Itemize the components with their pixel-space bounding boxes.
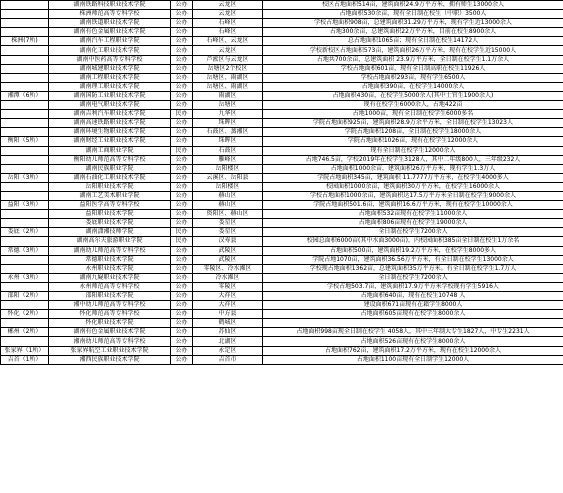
college-name-cell: 怀化师范高等专科学校 bbox=[49, 310, 171, 319]
district-cell: 九华区 bbox=[193, 110, 263, 119]
college-name-cell: 湖南工商职业学院 bbox=[49, 146, 171, 155]
region-cell: 娄底（2所） bbox=[1, 228, 49, 237]
district-cell: 资阳区、赫山区 bbox=[193, 210, 263, 219]
district-cell: 岳阳楼区 bbox=[193, 182, 263, 191]
table-row bbox=[1, 191, 563, 200]
college-name-cell: 湖南高尔夫旅游职业学院 bbox=[49, 237, 171, 246]
college-name-cell: 湖南石油化工职业技术学院 bbox=[49, 173, 171, 182]
college-name-cell: 湖南电气职业技术学院 bbox=[49, 101, 171, 110]
region-cell bbox=[1, 255, 49, 264]
region-cell bbox=[1, 337, 49, 346]
district-cell: 雁峰区 bbox=[193, 155, 263, 164]
table-row bbox=[1, 73, 563, 82]
description-cell: 占地1000亩，现有全日制在校学生6000多名 bbox=[263, 110, 563, 119]
ownership-cell: 公办 bbox=[171, 37, 193, 46]
table-row bbox=[1, 137, 563, 146]
description-cell: 占地面积1000余亩，建筑面积26万平方米，现有学生1.3万人 bbox=[263, 164, 563, 173]
district-cell: 岳塘区、雨湖区 bbox=[193, 82, 263, 91]
ownership-cell: 公办 bbox=[171, 255, 193, 264]
college-name-cell: 湖南幼儿师范高等专科学校 bbox=[49, 246, 171, 255]
table-row bbox=[1, 328, 563, 337]
ownership-cell: 公办 bbox=[171, 182, 193, 191]
description-cell: 占地面积530余亩，现有全日制在校生（中职）3500人 bbox=[263, 10, 563, 19]
college-name-cell: 湖南城建职业技术学院 bbox=[49, 64, 171, 73]
description-cell: 现有在校学生6000余人，占地422亩 bbox=[263, 101, 563, 110]
description-cell: 占地面积430亩，在校学生5000余人(其中士官生1900余人) bbox=[263, 91, 563, 100]
ownership-cell: 公办 bbox=[171, 282, 193, 291]
ownership-cell: 公办 bbox=[171, 137, 193, 146]
region-cell bbox=[1, 210, 49, 219]
ownership-cell: 公办 bbox=[171, 128, 193, 137]
region-cell bbox=[1, 1, 49, 10]
district-cell: 岳塘区 bbox=[193, 101, 263, 110]
table-row bbox=[1, 55, 563, 64]
ownership-cell: 公办 bbox=[171, 201, 193, 210]
district-cell: 石鼓区、蒸湘区 bbox=[193, 128, 263, 137]
region-cell bbox=[1, 164, 49, 173]
description-cell: 学校占地503.7亩，建筑面积17.9万平方米学校现有学生5916人 bbox=[263, 282, 563, 291]
district-cell: 岳塘区2个校区 bbox=[193, 64, 263, 73]
table-row bbox=[1, 310, 563, 319]
ownership-cell: 公办 bbox=[171, 46, 193, 55]
description-cell: 学校占地面积293亩，现有学生6500人 bbox=[263, 73, 563, 82]
college-name-cell: 湖南国防工业职业技术学院 bbox=[49, 91, 171, 100]
table-row bbox=[1, 319, 563, 328]
region-cell bbox=[1, 301, 49, 310]
ownership-cell: 公办 bbox=[171, 210, 193, 219]
ownership-cell: 公办 bbox=[171, 55, 193, 64]
college-name-cell: 湖南民族职业学院 bbox=[49, 164, 171, 173]
table-row bbox=[1, 282, 563, 291]
description-cell: 占地300余亩，总建筑面积22万平方米，目前在校生8900余人 bbox=[263, 28, 563, 37]
description-cell: 学院占地面积345亩，建筑面积 11.7777万平方米，在校学生4000多人 bbox=[263, 173, 563, 182]
region-cell bbox=[1, 282, 49, 291]
ownership-cell: 民办 bbox=[171, 146, 193, 155]
description-cell: 学校占地面积1000余亩，建筑面积达17.5万平方米全日制在校学生9000余人 bbox=[263, 191, 563, 200]
description-cell: 现有全日制在校学生12000余人 bbox=[263, 146, 563, 155]
table-row bbox=[1, 246, 563, 255]
table-row bbox=[1, 1, 563, 10]
district-cell: 石峰区 bbox=[193, 19, 263, 28]
description-cell: 全日制在校学生7200余人 bbox=[263, 228, 563, 237]
college-table-body bbox=[1, 1, 563, 365]
ownership-cell: 公办 bbox=[171, 292, 193, 301]
district-cell: 珠晖区 bbox=[193, 137, 263, 146]
region-cell bbox=[1, 146, 49, 155]
description-cell: 占地746.5亩，学校2019年在校学生3128人，其中二年级800人，三年级232人 bbox=[263, 155, 563, 164]
college-name-cell: 湖南铁路科技职业技术学院 bbox=[49, 1, 171, 10]
ownership-cell: 公办 bbox=[171, 355, 193, 364]
table-row bbox=[1, 19, 563, 28]
ownership-cell: 公办 bbox=[171, 173, 193, 182]
description-cell: 学校现占地面积1362亩，总建筑面积35万平方米。有全日制在校学生1.7万人 bbox=[263, 264, 563, 273]
college-name-cell: 怀化职业技术学院 bbox=[49, 319, 171, 328]
description-cell: 学院占地面积501.6亩，建筑面积16.6万平方米，现有在校学生10000余人 bbox=[263, 201, 563, 210]
ownership-cell: 公办 bbox=[171, 10, 193, 19]
region-cell bbox=[1, 264, 49, 273]
region-cell bbox=[1, 119, 49, 128]
district-cell: 岳塘区、雨湖区 bbox=[193, 73, 263, 82]
region-cell: 郴州（2所） bbox=[1, 328, 49, 337]
region-cell bbox=[1, 55, 49, 64]
region-cell: 益阳（3所） bbox=[1, 201, 49, 210]
ownership-cell: 公办 bbox=[171, 101, 193, 110]
region-cell: 邵阳（2所） bbox=[1, 292, 49, 301]
college-name-cell: 湘西民族职业技术学院 bbox=[49, 355, 171, 364]
college-name-cell: 岳阳职业技术学院 bbox=[49, 182, 171, 191]
description-cell: 占地面积500亩，建筑面积19.2万平方米，在校学生8000多人 bbox=[263, 246, 563, 255]
table-row bbox=[1, 201, 563, 210]
description-cell: 校园面积1000余亩，建筑面积30万平方米，在校学生16000余人 bbox=[263, 182, 563, 191]
college-name-cell: 湖南工艺美术职业学院 bbox=[49, 191, 171, 200]
district-cell: 石峰区 bbox=[193, 28, 263, 37]
description-cell: 学院占地1070亩，建筑面积36.56万平方米，有全日制在校学生13000余人 bbox=[263, 255, 563, 264]
ownership-cell: 公办 bbox=[171, 64, 193, 73]
college-name-cell: 益阳医学高等专科学校 bbox=[49, 201, 171, 210]
table-row bbox=[1, 292, 563, 301]
college-name-cell: 湖南高速铁路职业技术学院 bbox=[49, 119, 171, 128]
table-row bbox=[1, 173, 563, 182]
ownership-cell: 公办 bbox=[171, 28, 193, 37]
college-name-cell: 湖南环境生物职业技术学院 bbox=[49, 128, 171, 137]
region-cell bbox=[1, 319, 49, 328]
ownership-cell: 公办 bbox=[171, 346, 193, 355]
table-row bbox=[1, 110, 563, 119]
region-cell bbox=[1, 28, 49, 37]
region-cell bbox=[1, 64, 49, 73]
description-cell: 学院占地面积1026亩，现有在校学生12000余人 bbox=[263, 137, 563, 146]
district-cell: 大祥区 bbox=[193, 292, 263, 301]
district-cell: 娄星区 bbox=[193, 228, 263, 237]
description-cell: 学校占地面积601亩，现有全日制高职在校生11926人 bbox=[263, 64, 563, 73]
ownership-cell: 公办 bbox=[171, 19, 193, 28]
description-cell: 占地面积640亩，现有在校生10748 人 bbox=[263, 292, 563, 301]
region-cell: 张家界（1所） bbox=[1, 346, 49, 355]
table-row bbox=[1, 37, 563, 46]
district-cell: 吉首市 bbox=[193, 355, 263, 364]
region-cell bbox=[1, 110, 49, 119]
district-cell: 云龙区 bbox=[193, 10, 263, 19]
description-cell: 占地面积998亩现全日制在校学生 4058人，其中三年制大专生1827人，中专生2231人 bbox=[263, 328, 563, 337]
description-cell: 学院占地面积925亩，建筑面积28.9万余平方米，全日制在校学生13023人 bbox=[263, 119, 563, 128]
college-name-cell: 益阳职业技术学院 bbox=[49, 210, 171, 219]
district-cell: 赫山区 bbox=[193, 201, 263, 210]
description-cell: 占地面积605亩现有在校学生8000余人 bbox=[263, 310, 563, 319]
district-cell: 永定区 bbox=[193, 346, 263, 355]
college-name-cell: 永州职业技术学院 bbox=[49, 264, 171, 273]
table-row bbox=[1, 64, 563, 73]
college-name-cell: 湖南汽车工程职业学院 bbox=[49, 37, 171, 46]
region-cell bbox=[1, 73, 49, 82]
description-cell: 校区占地面积514亩，建筑面积24.9万平方米，拥有师生13000余人 bbox=[263, 1, 563, 10]
district-cell: 岳阳楼区 bbox=[193, 164, 263, 173]
table-row bbox=[1, 82, 563, 91]
region-cell: 怀化（2所） bbox=[1, 310, 49, 319]
region-cell: 衡阳（5所） bbox=[1, 137, 49, 146]
table-row bbox=[1, 10, 563, 19]
ownership-cell: 公办 bbox=[171, 91, 193, 100]
region-cell bbox=[1, 101, 49, 110]
college-name-cell: 衡阳幼儿师范高等专科学校 bbox=[49, 155, 171, 164]
ownership-cell: 公办 bbox=[171, 328, 193, 337]
description-cell: 占地面积762亩，建筑面积17.2万平方米，现有在校生12000余人 bbox=[263, 346, 563, 355]
district-cell: 鹤城区 bbox=[193, 319, 263, 328]
ownership-cell: 公办 bbox=[171, 246, 193, 255]
description-cell: 学校新校区占地面积573亩，建筑面积26万平方米，现有在校学生近15000人 bbox=[263, 46, 563, 55]
table-row bbox=[1, 91, 563, 100]
district-cell: 云龙区 bbox=[193, 1, 263, 10]
table-row bbox=[1, 228, 563, 237]
college-name-cell: 湖南潇湘技师学院 bbox=[49, 228, 171, 237]
table-row bbox=[1, 146, 563, 155]
table-row bbox=[1, 337, 563, 346]
description-cell: 建设面积671亩现有在籍学生8000人 bbox=[263, 301, 563, 310]
district-cell: 汉寿县 bbox=[193, 237, 263, 246]
district-cell: 北湖区 bbox=[193, 337, 263, 346]
region-cell: 吉首（1所） bbox=[1, 355, 49, 364]
table-row bbox=[1, 346, 563, 355]
region-cell bbox=[1, 46, 49, 55]
district-cell: 武陵区 bbox=[193, 255, 263, 264]
college-name-cell: 湖南化工职业技术学院 bbox=[49, 46, 171, 55]
college-name-cell: 湖南中医药高等专科学校 bbox=[49, 55, 171, 64]
table-row bbox=[1, 155, 563, 164]
region-cell: 湘潭（6所） bbox=[1, 91, 49, 100]
table-row bbox=[1, 355, 563, 364]
district-cell: 云龙区 bbox=[193, 46, 263, 55]
region-cell: 株洲(7所) bbox=[1, 37, 49, 46]
ownership-cell: 公办 bbox=[171, 119, 193, 128]
table-row bbox=[1, 255, 563, 264]
region-cell bbox=[1, 219, 49, 228]
region-cell bbox=[1, 191, 49, 200]
description-cell: 占地面积526亩现有在校学生8000余人 bbox=[263, 337, 563, 346]
region-cell bbox=[1, 128, 49, 137]
region-cell bbox=[1, 19, 49, 28]
district-cell: 雨湖区 bbox=[193, 91, 263, 100]
district-cell: 冷水滩区 bbox=[193, 273, 263, 282]
description-cell: 全日制在校学生7200余人 bbox=[263, 273, 563, 282]
college-name-cell: 湖南理工职业技术学院 bbox=[49, 82, 171, 91]
college-name-cell: 湖南有色金属职业技术学院 bbox=[49, 28, 171, 37]
description-cell bbox=[263, 319, 563, 328]
description-cell: 占地面积1100亩现有全日制学生12000人 bbox=[263, 355, 563, 364]
district-cell: 中方县 bbox=[193, 310, 263, 319]
table-row bbox=[1, 210, 563, 219]
college-name-cell: 湖南吉利汽车职业技术学院 bbox=[49, 110, 171, 119]
district-cell: 芦淞区与云龙区 bbox=[193, 55, 263, 64]
college-name-cell: 湖南九嶷职业技术学院 bbox=[49, 273, 171, 282]
table-row bbox=[1, 164, 563, 173]
college-name-cell: 株洲师范高等专科学校 bbox=[49, 10, 171, 19]
description-cell: 校园总面积6000亩(其中水面3000亩)，内校园面积385亩全日制在校生1万余名 bbox=[263, 237, 563, 246]
district-cell: 石鼓区 bbox=[193, 146, 263, 155]
description-cell: 占地面积390亩，在校学生14000余人 bbox=[263, 82, 563, 91]
description-cell: 学院占地面积1208亩，全日制在校学生18000余人 bbox=[263, 128, 563, 137]
district-cell: 零陵区、冷水滩区 bbox=[193, 264, 263, 273]
district-cell: 零陵区 bbox=[193, 282, 263, 291]
region-cell bbox=[1, 237, 49, 246]
district-cell: 娄星区 bbox=[193, 219, 263, 228]
description-cell: 占地面积806亩现有在校学生19000余人 bbox=[263, 219, 563, 228]
ownership-cell: 民办 bbox=[171, 110, 193, 119]
college-name-cell: 娄底职业技术学院 bbox=[49, 219, 171, 228]
ownership-cell: 公办 bbox=[171, 1, 193, 10]
district-cell: 大祥区 bbox=[193, 301, 263, 310]
college-name-cell: 湘南幼儿师范高等专科学校 bbox=[49, 337, 171, 346]
region-cell bbox=[1, 82, 49, 91]
district-cell: 苏仙区 bbox=[193, 328, 263, 337]
college-name-cell: 常德职业技术学院 bbox=[49, 255, 171, 264]
district-cell: 云溪区、岳阳县 bbox=[193, 173, 263, 182]
ownership-cell: 公办 bbox=[171, 310, 193, 319]
ownership-cell: 公办 bbox=[171, 264, 193, 273]
table-row bbox=[1, 182, 563, 191]
college-name-cell: 湖南工程职业技术学院 bbox=[49, 73, 171, 82]
college-name-cell: 湖南有色金属职业技术学院 bbox=[49, 328, 171, 337]
description-cell: 占地共700余亩，总建筑面积 23.9万平方米，全日制在校学生1.1万余人 bbox=[263, 55, 563, 64]
ownership-cell: 公办 bbox=[171, 273, 193, 282]
ownership-cell: 民办 bbox=[171, 237, 193, 246]
ownership-cell: 公办 bbox=[171, 82, 193, 91]
ownership-cell: 公办 bbox=[171, 301, 193, 310]
district-cell: 赫山区 bbox=[193, 191, 263, 200]
table-row bbox=[1, 28, 563, 37]
description-cell: 学校占地面积908亩，总建筑面积31.29万平方米，现有学生近13000余人 bbox=[263, 19, 563, 28]
ownership-cell: 公办 bbox=[171, 337, 193, 346]
district-cell: 武陵区 bbox=[193, 246, 263, 255]
ownership-cell: 民办 bbox=[171, 228, 193, 237]
table-row bbox=[1, 101, 563, 110]
table-row bbox=[1, 237, 563, 246]
ownership-cell: 公办 bbox=[171, 73, 193, 82]
ownership-cell: 公办 bbox=[171, 319, 193, 328]
region-cell bbox=[1, 10, 49, 19]
region-cell: 岳阳（3所） bbox=[1, 173, 49, 182]
college-name-cell: 湘中幼儿师范高等专科学校 bbox=[49, 301, 171, 310]
table-row bbox=[1, 46, 563, 55]
ownership-cell: 公办 bbox=[171, 219, 193, 228]
college-name-cell: 邵阳职业技术学院 bbox=[49, 292, 171, 301]
ownership-cell: 公办 bbox=[171, 155, 193, 164]
ownership-cell: 公办 bbox=[171, 191, 193, 200]
region-cell: 常德（3所） bbox=[1, 246, 49, 255]
region-cell bbox=[1, 182, 49, 191]
description-cell: 总占地面积1065亩；现有全日制在校生14172人 bbox=[263, 37, 563, 46]
district-cell: 石峰区、云龙区 bbox=[193, 37, 263, 46]
district-cell: 珠晖区 bbox=[193, 119, 263, 128]
college-name-cell: 张家界航空工业职业技术学院 bbox=[49, 346, 171, 355]
description-cell: 占地面积532亩现有在校学生11000余人 bbox=[263, 210, 563, 219]
college-name-cell: 湖南财经工业职业技术学院 bbox=[49, 137, 171, 146]
ownership-cell: 公办 bbox=[171, 164, 193, 173]
table-row bbox=[1, 264, 563, 273]
region-cell bbox=[1, 155, 49, 164]
college-name-cell: 永州师范高等专科学校 bbox=[49, 282, 171, 291]
region-cell: 永州（3所） bbox=[1, 273, 49, 282]
table-row bbox=[1, 119, 563, 128]
college-name-cell: 湖南铁道职业技术学院 bbox=[49, 19, 171, 28]
table-row bbox=[1, 219, 563, 228]
table-row bbox=[1, 128, 563, 137]
table-row bbox=[1, 301, 563, 310]
table-row bbox=[1, 273, 563, 282]
